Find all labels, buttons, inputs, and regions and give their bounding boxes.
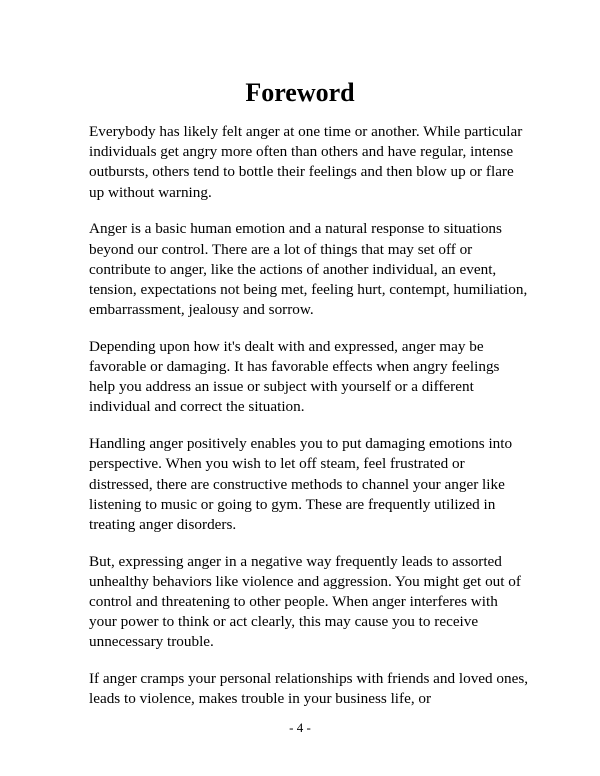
paragraph: But, expressing anger in a negative way frequently leads to assorted unhealthy behaviors like violence and aggression. You might get out of control and threatening to other people. When anger interferes with your power to think or act clearly, this may cause you to receive unnecessary trouble. [89,552,521,651]
paragraph: If anger cramps your personal relationships with friends and loved ones, leads to violence, makes trouble in your business life, or [89,670,529,708]
page-title: Foreword [245,78,355,107]
body-text [89,122,529,726]
page-number: - 4 - [289,720,311,735]
paragraph: Everybody has likely felt anger at one time or another. While particular individuals get angry more often than others and have regular, intense outbursts, others tend to bottle their feelings and then blow up or flare up without warning. [89,123,523,201]
paragraph: Depending upon how it's dealt with and expressed, anger may be favorable or damaging. It has favorable effects when angry feelings help you address an issue or subject with yourself or a different individual and correct the situation. [89,337,500,416]
paragraph: Handling anger positively enables you to put damaging emotions into perspective. When you wish to let off steam, feel frustrated or distressed, there are constructive methods to channel your anger like listening to music or going to gym. These are frequently utilized in treating anger disorders. [89,435,513,533]
paragraph: Anger is a basic human emotion and a natural response to situations beyond our control. There are a lot of things that may set off or contribute to anger, like the actions of another individual, an event, tension, expectations not being met, feeling hurt, contempt, humiliation, embarrassment, jealousy and sorrow. [89,220,528,319]
